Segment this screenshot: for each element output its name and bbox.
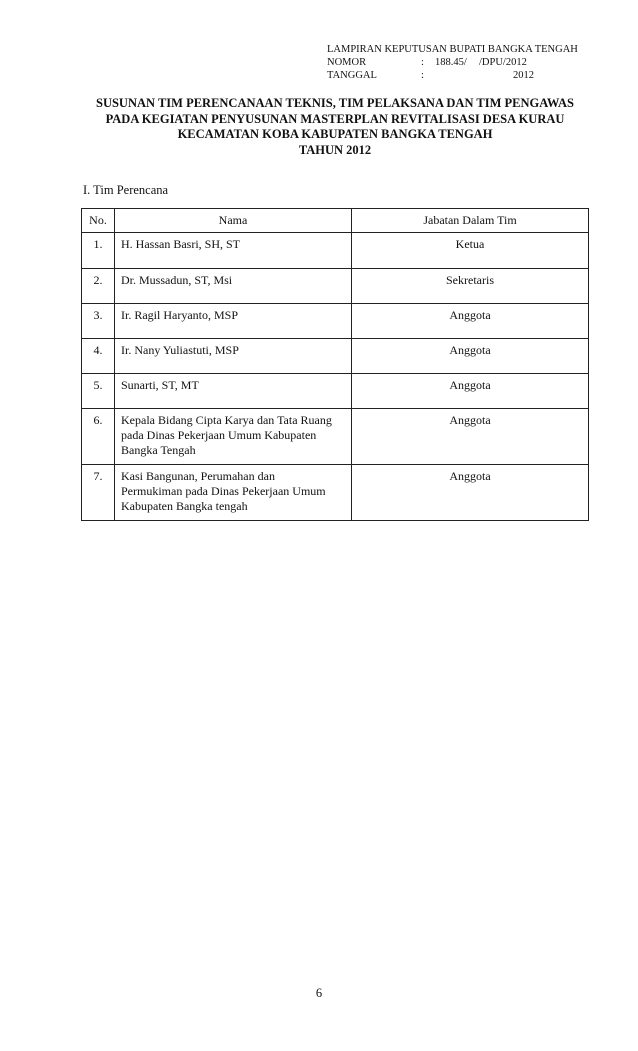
row-no: 7. [82,465,115,521]
document-header [327,43,578,82]
row-no: 3. [82,304,115,339]
table-row [82,304,589,339]
nomor-line [327,56,578,69]
row-no: 1. [82,233,115,269]
row-nama [115,409,352,465]
row-no: 6. [82,409,115,465]
table-row [82,269,589,304]
title-line-2: PADA KEGIATAN PENYUSUNAN MASTERPLAN REVITALISASI DESA KURAU [105,111,565,126]
table-row [82,465,589,521]
title-line-4: TAHUN 2012 [298,142,372,157]
nomor-value-1: 188.45/ [435,57,467,68]
row-no: 5. [82,374,115,409]
tanggal-sep: : [421,70,424,81]
lampiran-line: LAMPIRAN KEPUTUSAN BUPATI BANGKA TENGAH [327,44,578,55]
section-heading: I. Tim Perencana [83,183,169,197]
table-row [82,233,589,269]
row-no: 4. [82,339,115,374]
page-number: 6 [315,986,323,1000]
header-jabatan: Jabatan Dalam Tim [352,209,589,233]
row-nama: Ir. Ragil Haryanto, MSP [115,304,352,339]
header-no: No. [82,209,115,233]
table-row [82,409,589,465]
row-nama: Ir. Nany Yuliastuti, MSP [115,339,352,374]
row-nama: H. Hassan Basri, SH, ST [115,233,352,269]
tanggal-value: 2012 [513,70,534,81]
row-nama: Dr. Mussadun, ST, Msi [115,269,352,304]
row-jabatan: Anggota [352,339,589,374]
row-jabatan: Anggota [352,374,589,409]
row-nama-line: Kasi Bangunan, Perumahan dan [121,469,275,483]
row-jabatan: Anggota [352,465,589,521]
row-jabatan: Anggota [352,304,589,339]
row-nama-line: Permukiman pada Dinas Pekerjaan Umum [121,484,326,498]
row-nama-line: pada Dinas Pekerjaan Umum Kabupaten [121,428,317,442]
row-jabatan: Anggota [352,409,589,465]
tanggal-line [327,69,578,82]
row-nama [115,465,352,521]
row-nama: Sunarti, ST, MT [115,374,352,409]
row-nama-line: Kabupaten Bangka tengah [121,499,248,513]
table-row [82,374,589,409]
title-line-3: KECAMATAN KOBA KABUPATEN BANGKA TENGAH [177,127,493,141]
row-jabatan: Ketua [352,233,589,269]
tanggal-label: TANGGAL [327,70,377,81]
document-title [40,96,630,158]
nomor-label: NOMOR [327,57,367,68]
row-nama-line: Bangka Tengah [121,443,196,457]
header-nama: Nama [115,209,352,233]
row-jabatan: Sekretaris [352,269,589,304]
nomor-value-2: /DPU/2012 [479,57,527,68]
row-nama-line: Kepala Bidang Cipta Karya dan Tata Ruang [121,413,332,427]
row-no: 2. [82,269,115,304]
table-header-row [82,209,589,233]
tanggal-spacer [435,69,479,82]
table-row [82,339,589,374]
team-table [81,208,589,521]
nomor-sep: : [421,57,424,68]
title-line-1: SUSUNAN TIM PERENCANAAN TEKNIS, TIM PELAKSANA DAN TIM PENGAWAS [96,96,574,110]
